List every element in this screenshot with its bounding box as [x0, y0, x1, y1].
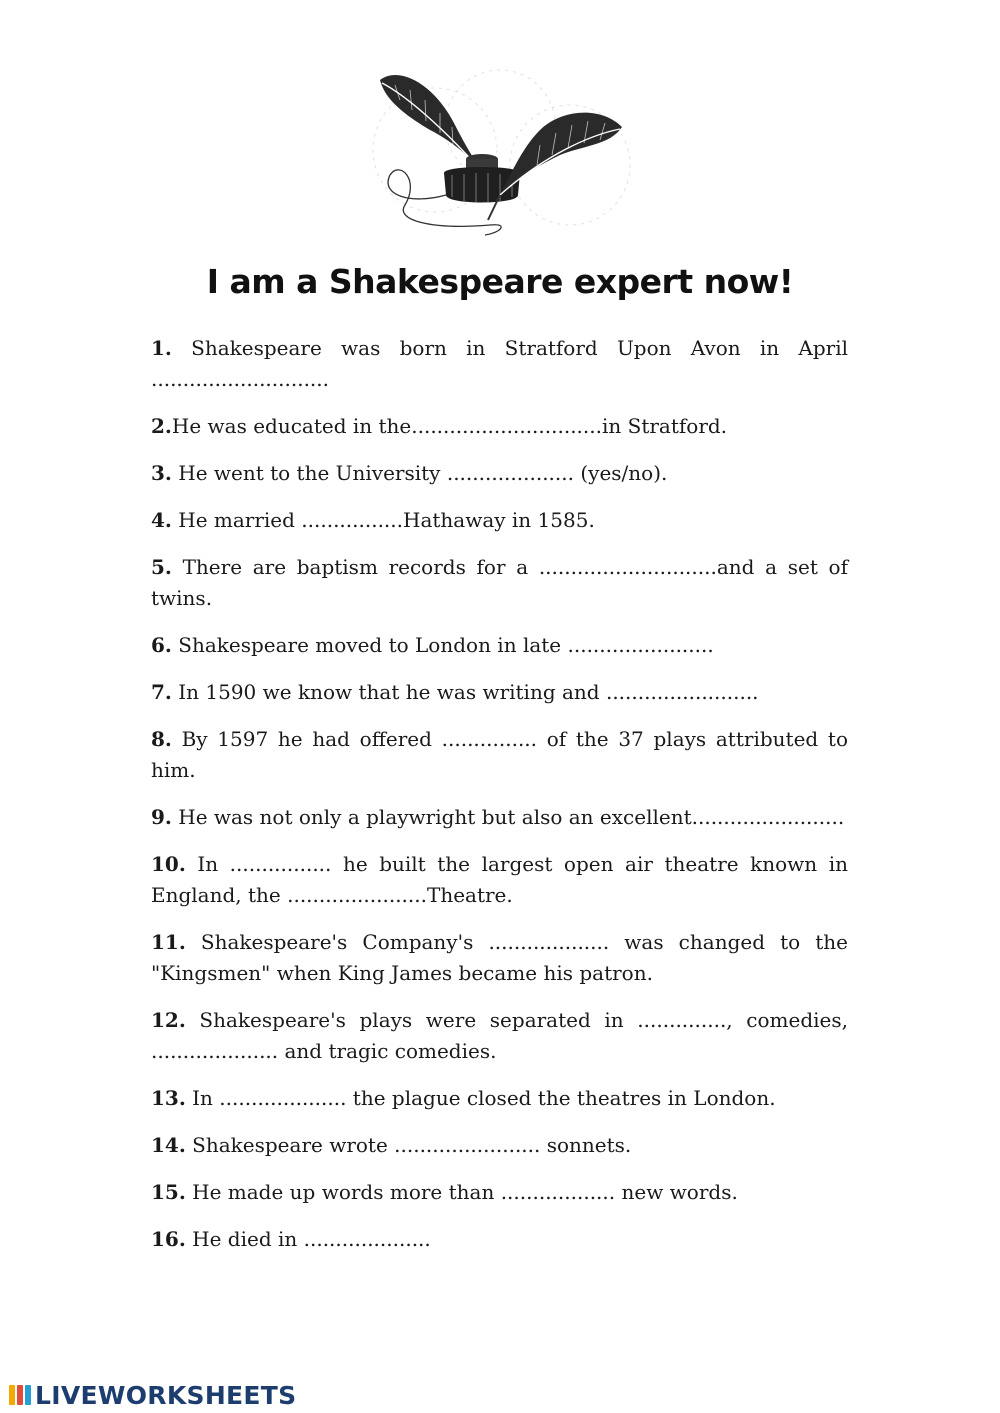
- question-text: Shakespeare's plays were separated in .............., comedies, .................... and tragic comedies.: [151, 1008, 848, 1063]
- question-10: [151, 849, 848, 911]
- question-number: 13.: [151, 1086, 186, 1110]
- question-number: 10.: [151, 852, 186, 876]
- question-number: 14.: [151, 1133, 186, 1157]
- question-number: 16.: [151, 1227, 186, 1251]
- question-4: [151, 505, 848, 536]
- question-text: In .................... the plague closed the theatres in London.: [185, 1086, 776, 1110]
- question-text: There are baptism records for a ............................and a set of twins.: [151, 555, 848, 610]
- question-12: [151, 1005, 848, 1067]
- question-text: He was educated in the..............................in Stratford.: [171, 414, 728, 438]
- question-1: [151, 333, 848, 395]
- question-number: 4.: [151, 508, 172, 532]
- question-text: He made up words more than .................. new words.: [185, 1180, 738, 1204]
- question-number: 8.: [151, 727, 172, 751]
- question-3: [151, 458, 848, 489]
- question-number: 2.: [151, 414, 172, 438]
- question-text: Shakespeare wrote ....................... sonnets.: [185, 1133, 632, 1157]
- question-text: By 1597 he had offered ............... of the 37 plays attributed to him.: [151, 727, 848, 782]
- question-15: [151, 1177, 848, 1208]
- question-text: He died in ....................: [185, 1227, 431, 1251]
- question-8: [151, 724, 848, 786]
- question-text: In 1590 we know that he was writing and ........................: [171, 680, 759, 704]
- question-14: [151, 1130, 848, 1161]
- page-title: I am a Shakespeare expert now!: [206, 262, 794, 301]
- question-number: 11.: [151, 930, 186, 954]
- question-list: [151, 333, 848, 1255]
- question-number: 15.: [151, 1180, 186, 1204]
- question-11: [151, 927, 848, 989]
- question-number: 7.: [151, 680, 172, 704]
- question-number: 12.: [151, 1008, 186, 1032]
- quill-and-inkwell-illustration: [360, 55, 640, 245]
- question-9: [151, 802, 848, 833]
- question-text: In ................ he built the largest open air theatre known in England, the ......................Theatre.: [151, 852, 848, 907]
- question-number: 9.: [151, 805, 172, 829]
- liveworksheets-logo: [8, 1380, 296, 1410]
- question-text: Shakespeare's Company's ................... was changed to the "Kingsmen" when King James became his patron.: [151, 930, 848, 985]
- question-6: [151, 630, 848, 661]
- question-number: 5.: [151, 555, 172, 579]
- question-7: [151, 677, 848, 708]
- question-text: He was not only a playwright but also an excellent........................: [171, 805, 845, 829]
- question-text: He married ................Hathaway in 1585.: [171, 508, 595, 532]
- question-number: 1.: [151, 336, 172, 360]
- question-number: 6.: [151, 633, 172, 657]
- question-16: [151, 1224, 848, 1255]
- question-text: He went to the University .................... (yes/no).: [171, 461, 668, 485]
- question-5: [151, 552, 848, 614]
- question-text: Shakespeare was born in Stratford Upon Avon in April ............................: [151, 336, 848, 391]
- question-2: [151, 411, 848, 442]
- logo-text: LIVEWORKSHEETS: [35, 1380, 297, 1410]
- question-text: Shakespeare moved to London in late .......................: [171, 633, 714, 657]
- question-number: 3.: [151, 461, 172, 485]
- question-13: [151, 1083, 848, 1114]
- liveworksheets-logo-icon: [8, 1382, 34, 1408]
